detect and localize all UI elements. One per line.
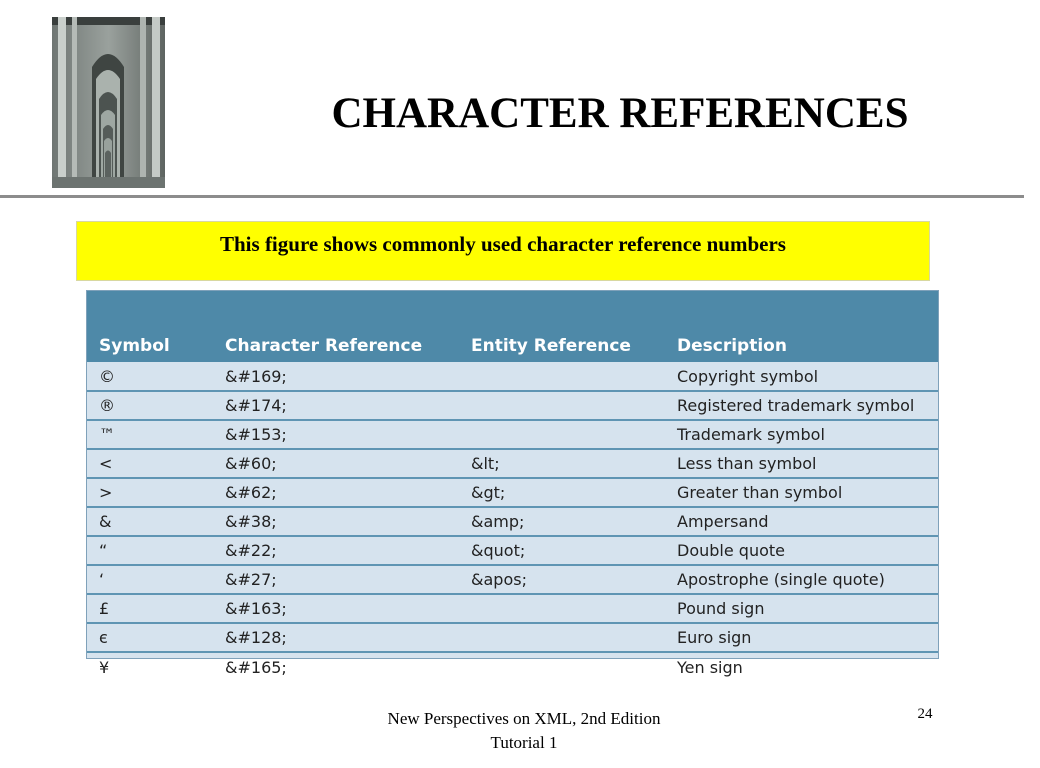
cell-symbol: £ (99, 599, 110, 618)
table-row (87, 391, 938, 420)
cell-entity-reference (459, 623, 665, 652)
cell-character-reference: &#174; (225, 396, 287, 415)
cell-symbol: ® (99, 396, 115, 415)
cell-description: Copyright symbol (677, 366, 819, 386)
character-reference-table (86, 290, 939, 677)
table-row (87, 652, 938, 681)
cell-symbol: ¥ (99, 657, 110, 677)
table-row (87, 565, 938, 594)
table-row (87, 420, 938, 449)
cell-symbol: ™ (99, 425, 115, 444)
cell-character-reference: &#62; (225, 483, 277, 502)
cell-character-reference: &#153; (225, 425, 287, 444)
table-row (87, 449, 938, 478)
cell-description: Double quote (677, 541, 785, 560)
caption-box (76, 221, 930, 281)
cell-entity-reference (459, 652, 665, 681)
cell-symbol: є (99, 628, 108, 647)
table-header-row (87, 291, 938, 362)
cell-character-reference: &#60; (225, 454, 277, 473)
footer-book-title: New Perspectives on XML, 2nd Edition (387, 709, 661, 728)
divider (0, 195, 1024, 198)
cell-character-reference: &#38; (225, 512, 277, 531)
cell-character-reference: &#27; (225, 570, 277, 589)
column-header-symbol: Symbol (99, 336, 170, 356)
page-title: CHARACTER REFERENCES (331, 90, 909, 137)
cell-character-reference: &#22; (225, 541, 277, 560)
cell-description: Greater than symbol (677, 483, 843, 502)
table-row (87, 362, 938, 391)
cell-character-reference: &#128; (225, 628, 287, 647)
cell-description: Pound sign (677, 599, 765, 618)
table-row (87, 623, 938, 652)
table-row (87, 507, 938, 536)
cell-symbol: © (99, 366, 115, 386)
cell-character-reference: &#169; (225, 366, 287, 386)
footer-tutorial: Tutorial 1 (490, 733, 558, 752)
cell-description: Yen sign (677, 657, 743, 677)
column-header-character-reference: Character Reference (225, 336, 423, 356)
cell-description: Ampersand (677, 512, 769, 531)
table-row (87, 478, 938, 507)
cell-description: Apostrophe (single quote) (677, 570, 885, 589)
cell-description: Less than symbol (677, 454, 817, 473)
cell-entity-reference: &quot; (471, 541, 526, 560)
figure-caption: This figure shows commonly used character reference numbers (220, 232, 786, 256)
cell-entity-reference (459, 594, 665, 623)
cell-entity-reference (459, 362, 665, 391)
table-row (87, 536, 938, 565)
cell-character-reference: &#165; (225, 657, 287, 677)
cell-description: Euro sign (677, 628, 752, 647)
cell-symbol: > (99, 483, 113, 502)
column-header-description: Description (677, 336, 787, 356)
footer (300, 707, 748, 755)
table-row (87, 594, 938, 623)
column-header-entity-reference: Entity Reference (471, 336, 631, 356)
cell-entity-reference: &lt; (471, 454, 500, 473)
cell-character-reference: &#163; (225, 599, 287, 618)
cell-entity-reference: &apos; (471, 570, 527, 589)
cell-symbol: ‘ (99, 570, 105, 589)
page-number: 24 (917, 706, 933, 722)
cell-entity-reference: &amp; (471, 512, 525, 531)
cell-entity-reference: &gt; (471, 483, 506, 502)
cell-description: Registered trademark symbol (677, 396, 915, 415)
cell-entity-reference (459, 391, 665, 420)
cell-entity-reference (459, 420, 665, 449)
bridge-arches-photo (52, 17, 165, 188)
cell-description: Trademark symbol (677, 425, 825, 444)
cell-symbol: < (99, 454, 113, 473)
cell-symbol: & (99, 512, 112, 531)
cell-symbol: “ (99, 541, 108, 560)
